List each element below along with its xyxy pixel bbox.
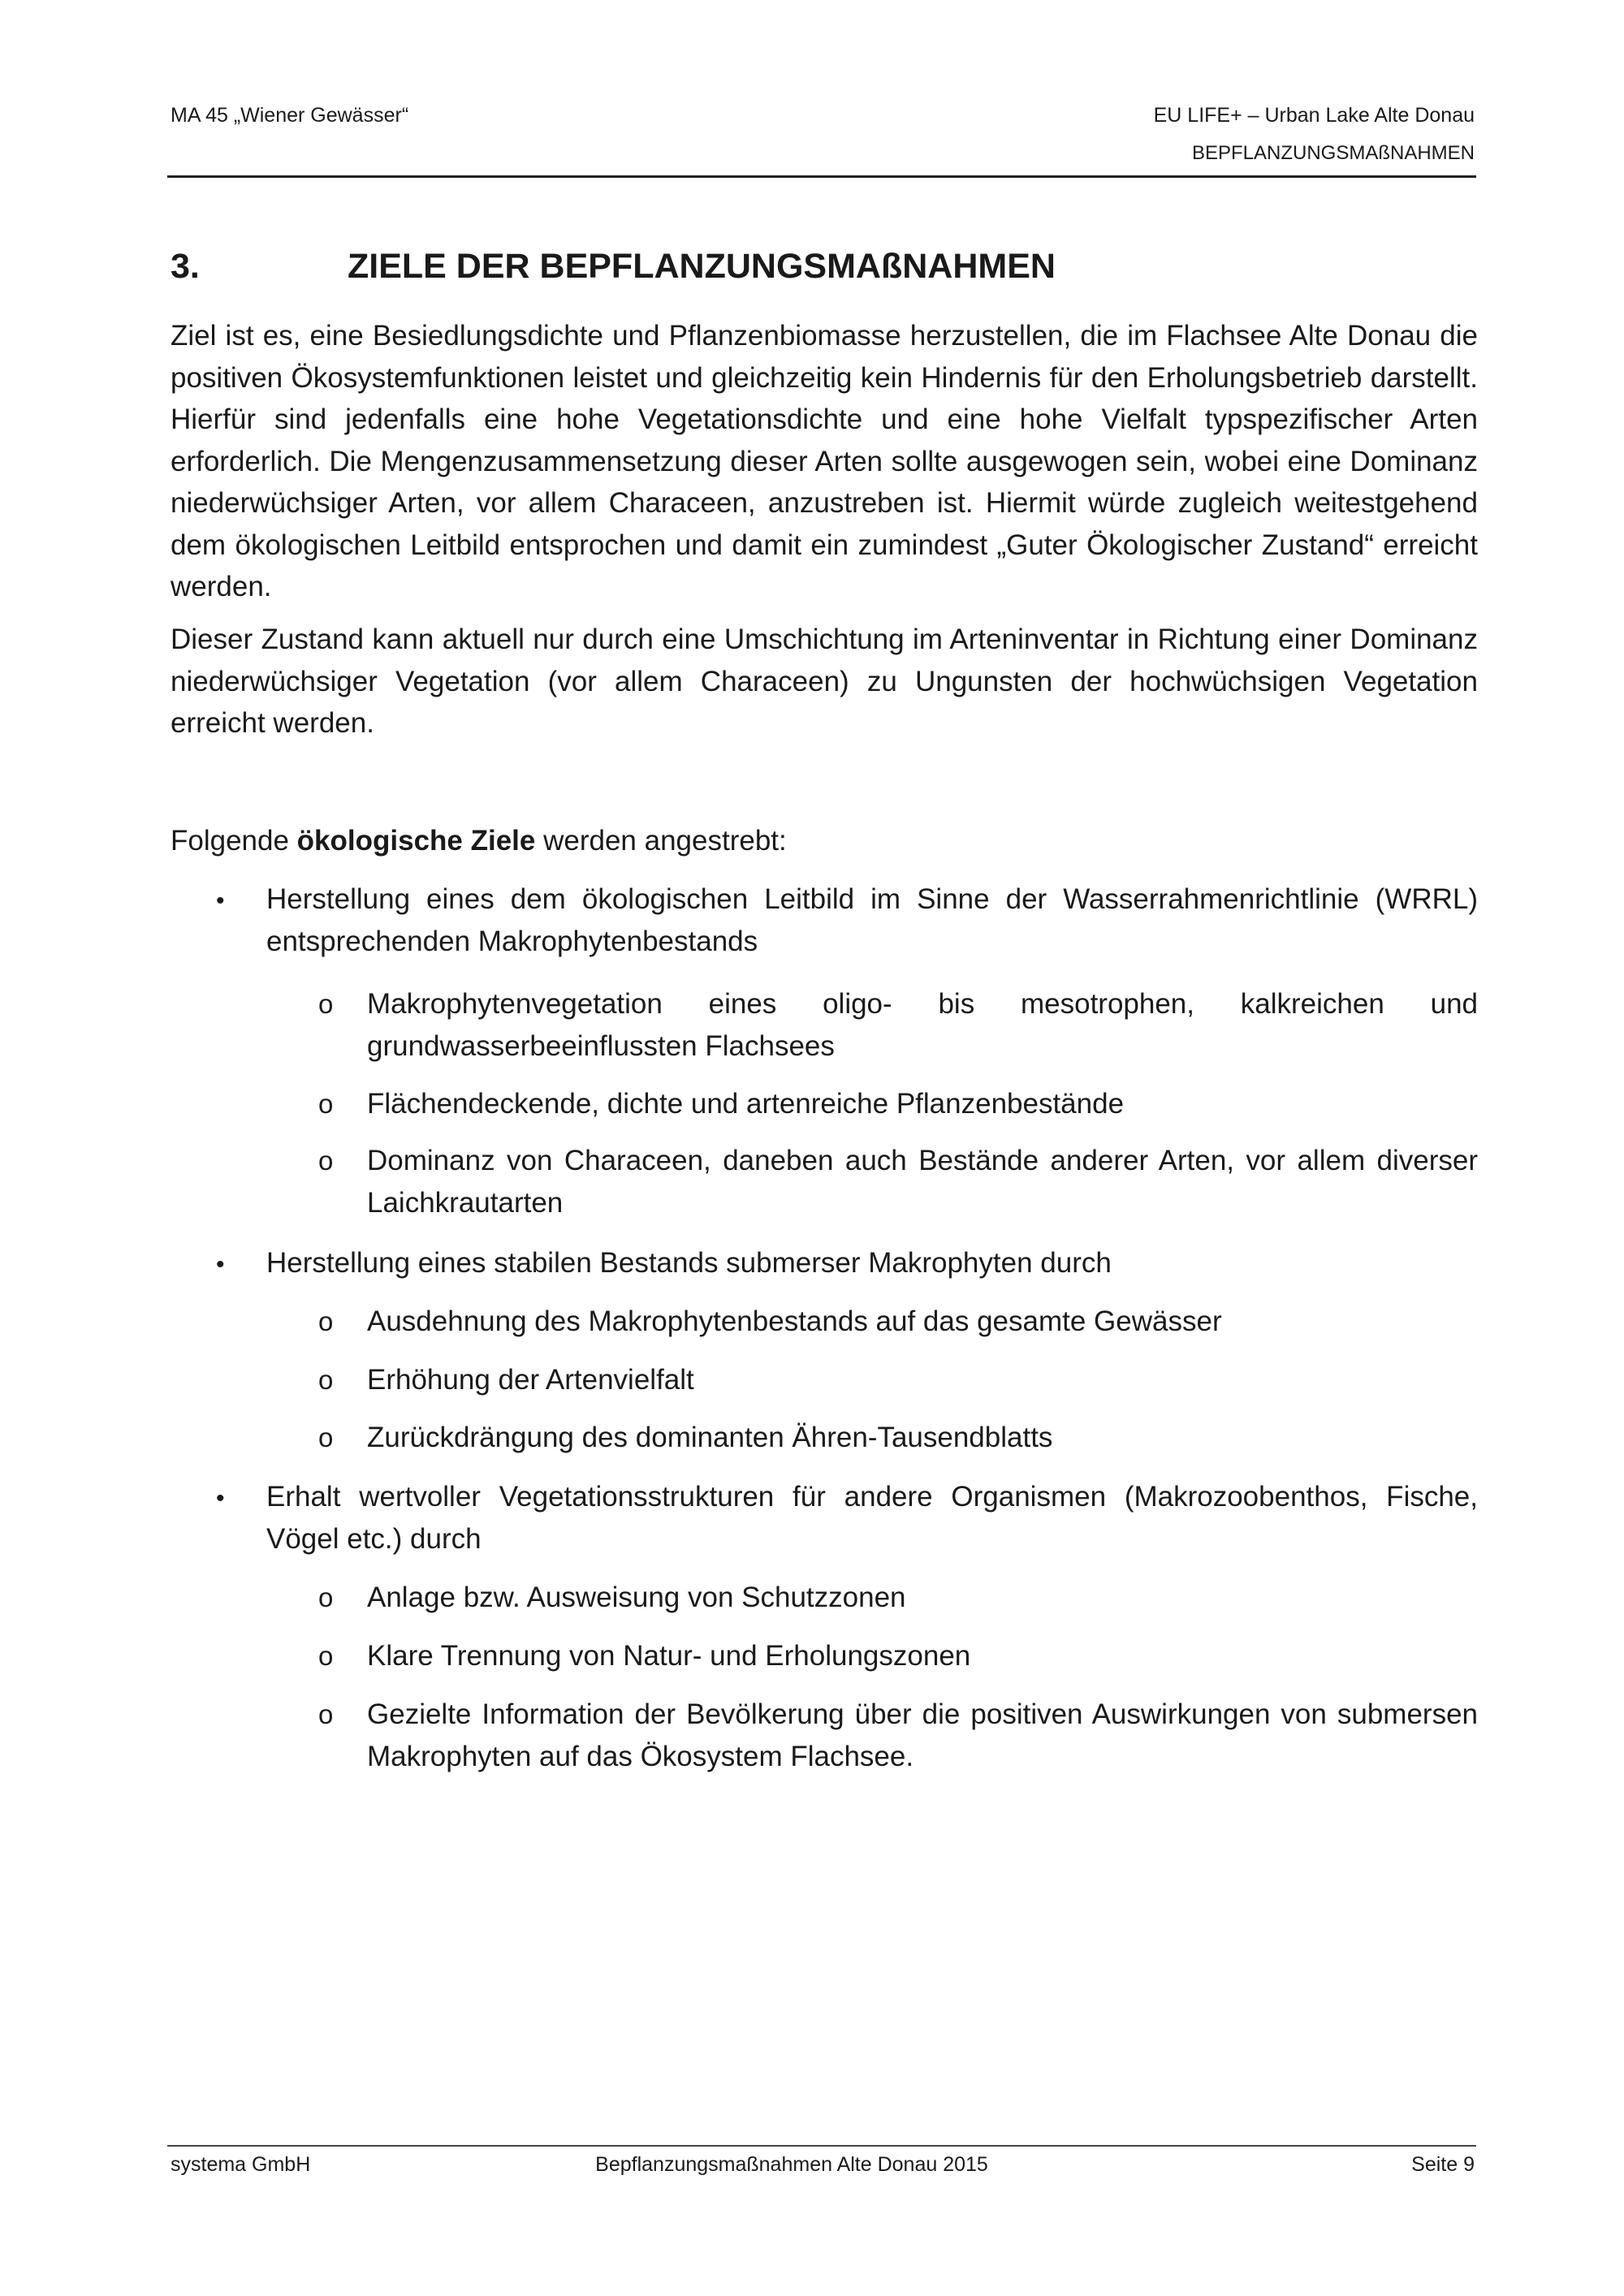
goal-text: Erhalt wertvoller Vegetationsstrukturen für andere Organismen (Makrozoobenthos, Fische, Vögel etc.) durch: [266, 1481, 1478, 1555]
footer-document-title: Bepflanzungsmaßnahmen Alte Donau 2015: [595, 2153, 988, 2176]
paragraph-condition: Dieser Zustand kann aktuell nur durch eine Umschichtung im Arteninventar in Richtung einer Dominanz niederwüchsiger Vegetation (vor allem Characeen) zu Ungunsten der hochwüchsigen Vegetation erreicht werden.: [171, 624, 1478, 739]
footer-page-number: Seite 9: [1411, 2153, 1475, 2176]
subgoal-text: Flächendeckende, dichte und artenreiche Pflanzenbestände: [367, 1088, 1125, 1120]
goals-intro-bold: ökologische Ziele: [296, 825, 536, 857]
bullet-icon: •: [216, 1485, 225, 1512]
header-divider: [167, 175, 1476, 178]
goals-intro: [171, 820, 1478, 862]
circle-bullet-icon: o: [318, 1641, 334, 1671]
circle-bullet-icon: o: [318, 989, 334, 1019]
subgoal-text: Zurückdrängung des dominanten Ähren-Tausendblatts: [367, 1422, 1053, 1453]
subgoal-text: Klare Trennung von Natur- und Erholungszonen: [367, 1640, 971, 1672]
circle-bullet-icon: o: [318, 1146, 334, 1176]
circle-bullet-icon: o: [318, 1365, 334, 1395]
bullet-icon: •: [216, 1251, 225, 1278]
circle-bullet-icon: o: [318, 1699, 334, 1729]
paragraph-goal: Ziel ist es, eine Besiedlungsdichte und Pflanzenbiomasse herzustellen, die im Flachsee Alte Donau die positiven Ökosystemfunktionen leistet und gleichzeitig kein Hindernis für den Erholungsbetrieb darstellt. Hierfür sind jedenfalls eine hohe Vegetationsdichte und eine hohe Vielfalt typspezifischer Arten erforderlich. Die Mengenzusammensetzung dieser Arten sollte ausgewogen sein, wobei eine Dominanz niederwüchsiger Arten, vor allem Characeen, anzustreben ist. Hiermit würde zugleich weitestgehend dem ökologischen Leitbild entsprochen und damit ein zumindest „Guter Ökologischer Zustand“ erreicht werden.: [171, 320, 1478, 602]
footer-divider: [167, 2145, 1476, 2147]
subgoal-text: Gezielte Information der Bevölkerung über die positiven Auswirkungen von submersen Makrophyten auf das Ökosystem Flachsee.: [367, 1698, 1478, 1772]
section-number: 3.: [171, 247, 200, 286]
bullet-icon: •: [216, 887, 225, 914]
circle-bullet-icon: o: [318, 1582, 334, 1612]
circle-bullet-icon: o: [318, 1089, 334, 1119]
subgoal-text: Ausdehnung des Makrophytenbestands auf das gesamte Gewässer: [367, 1306, 1222, 1337]
subgoal-text: Dominanz von Characeen, daneben auch Bestände anderer Arten, vor allem diverser Laichkrautarten: [367, 1145, 1478, 1219]
header-right-chapter: BEPFLANZUNGSMAßNAHMEN: [1191, 142, 1475, 164]
goal-text: Herstellung eines stabilen Bestands submerser Makrophyten durch: [266, 1247, 1112, 1279]
subgoal-text: Makrophytenvegetation eines oligo- bis mesotrophen, kalkreichen und grundwasserbeeinflussten Flachsees: [367, 988, 1478, 1062]
goals-intro-before: Folgende: [171, 825, 297, 857]
subgoal-text: Anlage bzw. Ausweisung von Schutzzonen: [367, 1582, 906, 1613]
header-right-project: EU LIFE+ – Urban Lake Alte Donau: [1153, 104, 1475, 127]
goals-intro-after: werden angestrebt:: [535, 825, 787, 857]
circle-bullet-icon: o: [318, 1306, 334, 1336]
circle-bullet-icon: o: [318, 1422, 334, 1452]
subgoal-text: Erhöhung der Artenvielfalt: [367, 1364, 694, 1396]
section-title: ZIELE DER BEPFLANZUNGSMAßNAHMEN: [348, 247, 1056, 286]
footer-company: systema GmbH: [171, 2153, 311, 2176]
header-left: MA 45 „Wiener Gewässer“: [171, 104, 409, 127]
goal-text: Herstellung eines dem ökologischen Leitbild im Sinne der Wasserrahmenrichtlinie (WRRL) entsprechenden Makrophytenbestands: [266, 883, 1478, 957]
